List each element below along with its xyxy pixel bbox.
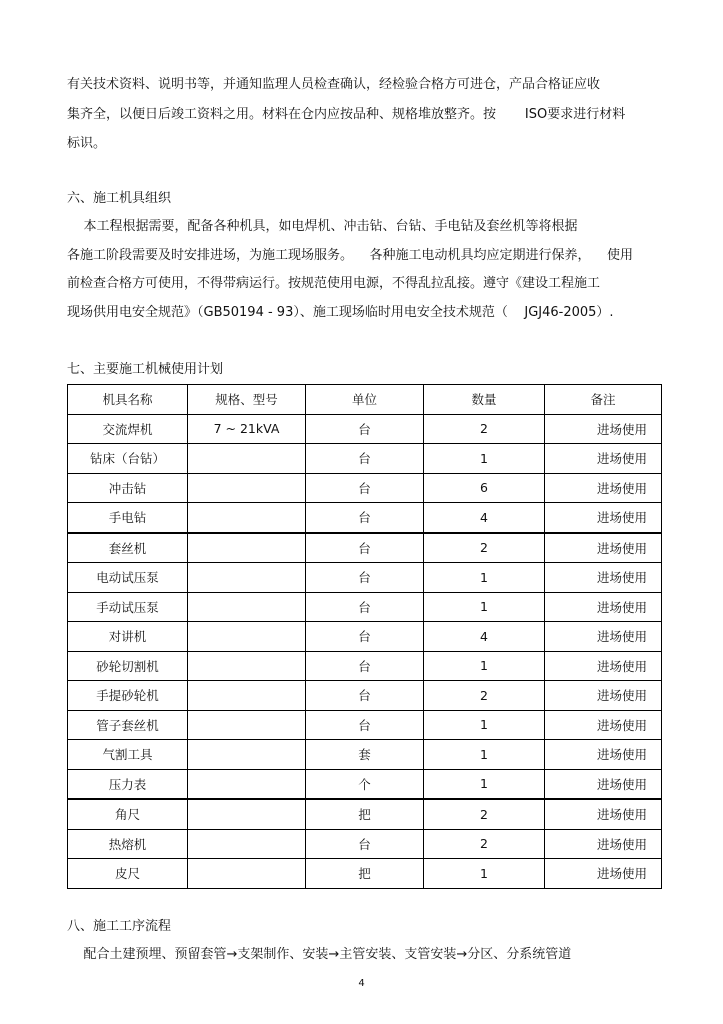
table-row (68, 473, 662, 503)
cell-spec (188, 592, 306, 622)
cell-quantity: 1 (424, 592, 545, 622)
cell-quantity: 4 (424, 503, 545, 533)
cell-remark: 进场使用 (545, 710, 662, 740)
table-row (68, 533, 662, 563)
cell-unit: 台 (306, 503, 424, 533)
section-8-line-1: 配合土建预埋、预留套管→支架制作、安装→主管安装、支管安装→分区、分系统管道 (67, 947, 572, 962)
header-quantity: 数量 (424, 385, 545, 415)
cell-remark: 进场使用 (545, 651, 662, 681)
cell-remark: 进场使用 (545, 563, 662, 593)
header-unit: 单位 (306, 385, 424, 415)
cell-unit: 台 (306, 444, 424, 474)
cell-spec (188, 710, 306, 740)
cell-spec: 7 ~ 21kVA (188, 414, 306, 444)
cell-name: 套丝机 (68, 533, 188, 563)
header-spec: 规格、型号 (188, 385, 306, 415)
cell-unit: 个 (306, 769, 424, 799)
intro-line-3: 标识。 (67, 136, 107, 151)
cell-unit: 台 (306, 563, 424, 593)
cell-remark: 进场使用 (545, 473, 662, 503)
machinery-table (67, 384, 662, 889)
cell-unit: 台 (306, 710, 424, 740)
cell-spec (188, 859, 306, 889)
cell-quantity: 2 (424, 681, 545, 711)
table-row (68, 651, 662, 681)
cell-remark: 进场使用 (545, 503, 662, 533)
cell-remark: 进场使用 (545, 769, 662, 799)
cell-spec (188, 651, 306, 681)
cell-remark: 进场使用 (545, 740, 662, 770)
cell-name: 手电钻 (68, 503, 188, 533)
intro-line-2: 集齐全，以便日后竣工资料之用。材料在仓内应按品种、规格堆放整齐。按 ISO要求进行材料 (67, 107, 626, 122)
intro-line-1: 有关技术资料、说明书等，并通知监理人员检查确认，经检验合格方可进仓，产品合格证应收 (67, 77, 601, 92)
table-row (68, 444, 662, 474)
cell-spec (188, 799, 306, 829)
cell-spec (188, 444, 306, 474)
page-number: 4 (358, 978, 365, 989)
cell-name: 砂轮切割机 (68, 651, 188, 681)
cell-name: 手提砂轮机 (68, 681, 188, 711)
cell-spec (188, 740, 306, 770)
cell-spec (188, 829, 306, 859)
cell-remark: 进场使用 (545, 592, 662, 622)
table-row (68, 799, 662, 829)
cell-remark: 进场使用 (545, 622, 662, 652)
cell-quantity: 6 (424, 473, 545, 503)
table-row (68, 740, 662, 770)
cell-unit: 台 (306, 414, 424, 444)
cell-quantity: 1 (424, 710, 545, 740)
cell-name: 角尺 (68, 799, 188, 829)
cell-quantity: 1 (424, 444, 545, 474)
section-6-line-4: 现场供用电安全规范》（GB50194 - 93）、施工现场临时用电安全技术规范（ JGJ46-2005）. (67, 305, 614, 320)
cell-quantity: 1 (424, 563, 545, 593)
cell-remark: 进场使用 (545, 799, 662, 829)
cell-remark: 进场使用 (545, 444, 662, 474)
cell-spec (188, 503, 306, 533)
cell-quantity: 1 (424, 769, 545, 799)
cell-unit: 把 (306, 799, 424, 829)
cell-quantity: 2 (424, 799, 545, 829)
cell-unit: 台 (306, 622, 424, 652)
table-row (68, 563, 662, 593)
cell-quantity: 1 (424, 740, 545, 770)
cell-quantity: 2 (424, 414, 545, 444)
table-header-row (68, 385, 662, 415)
header-remark: 备注 (545, 385, 662, 415)
cell-quantity: 2 (424, 533, 545, 563)
cell-unit: 台 (306, 829, 424, 859)
cell-name: 交流焊机 (68, 414, 188, 444)
cell-unit: 台 (306, 473, 424, 503)
cell-name: 管子套丝机 (68, 710, 188, 740)
section-6-line-3: 前检查合格方可使用，不得带病运行。按规范使用电源，不得乱拉乱接。遵守《建设工程施工 (67, 276, 601, 291)
table-row (68, 681, 662, 711)
cell-remark: 进场使用 (545, 681, 662, 711)
cell-name: 热熔机 (68, 829, 188, 859)
table-row (68, 503, 662, 533)
cell-unit: 台 (306, 651, 424, 681)
table-row (68, 829, 662, 859)
table-row (68, 592, 662, 622)
header-name: 机具名称 (68, 385, 188, 415)
section-7-title: 七、主要施工机械使用计划 (67, 362, 224, 377)
cell-unit: 台 (306, 681, 424, 711)
cell-unit: 把 (306, 859, 424, 889)
cell-quantity: 1 (424, 651, 545, 681)
cell-unit: 台 (306, 533, 424, 563)
table-row (68, 710, 662, 740)
cell-remark: 进场使用 (545, 414, 662, 444)
cell-quantity: 1 (424, 859, 545, 889)
table-row (68, 622, 662, 652)
cell-spec (188, 473, 306, 503)
cell-unit: 套 (306, 740, 424, 770)
table-row (68, 414, 662, 444)
section-6-line-2: 各施工阶段需要及时安排进场，为施工现场服务。 各种施工电动机具均应定期进行保养， 使用 (67, 248, 634, 263)
section-6-line-1: 本工程根据需要，配备各种机具，如电焊机、冲击钻、台钻、手电钻及套丝机等将根据 (67, 219, 578, 234)
cell-name: 冲击钻 (68, 473, 188, 503)
table-row (68, 769, 662, 799)
cell-name: 压力表 (68, 769, 188, 799)
cell-name: 气割工具 (68, 740, 188, 770)
cell-remark: 进场使用 (545, 829, 662, 859)
cell-quantity: 4 (424, 622, 545, 652)
cell-remark: 进场使用 (545, 533, 662, 563)
section-6-title: 六、施工机具组织 (67, 191, 172, 206)
cell-unit: 台 (306, 592, 424, 622)
cell-quantity: 2 (424, 829, 545, 859)
cell-name: 对讲机 (68, 622, 188, 652)
cell-name: 皮尺 (68, 859, 188, 889)
cell-name: 电动试压泵 (68, 563, 188, 593)
cell-name: 钻床（台钻） (68, 444, 188, 474)
cell-spec (188, 563, 306, 593)
cell-spec (188, 622, 306, 652)
cell-spec (188, 681, 306, 711)
cell-spec (188, 769, 306, 799)
cell-remark: 进场使用 (545, 859, 662, 889)
section-8-title: 八、施工工序流程 (67, 919, 172, 934)
table-row (68, 859, 662, 889)
cell-spec (188, 533, 306, 563)
cell-name: 手动试压泵 (68, 592, 188, 622)
